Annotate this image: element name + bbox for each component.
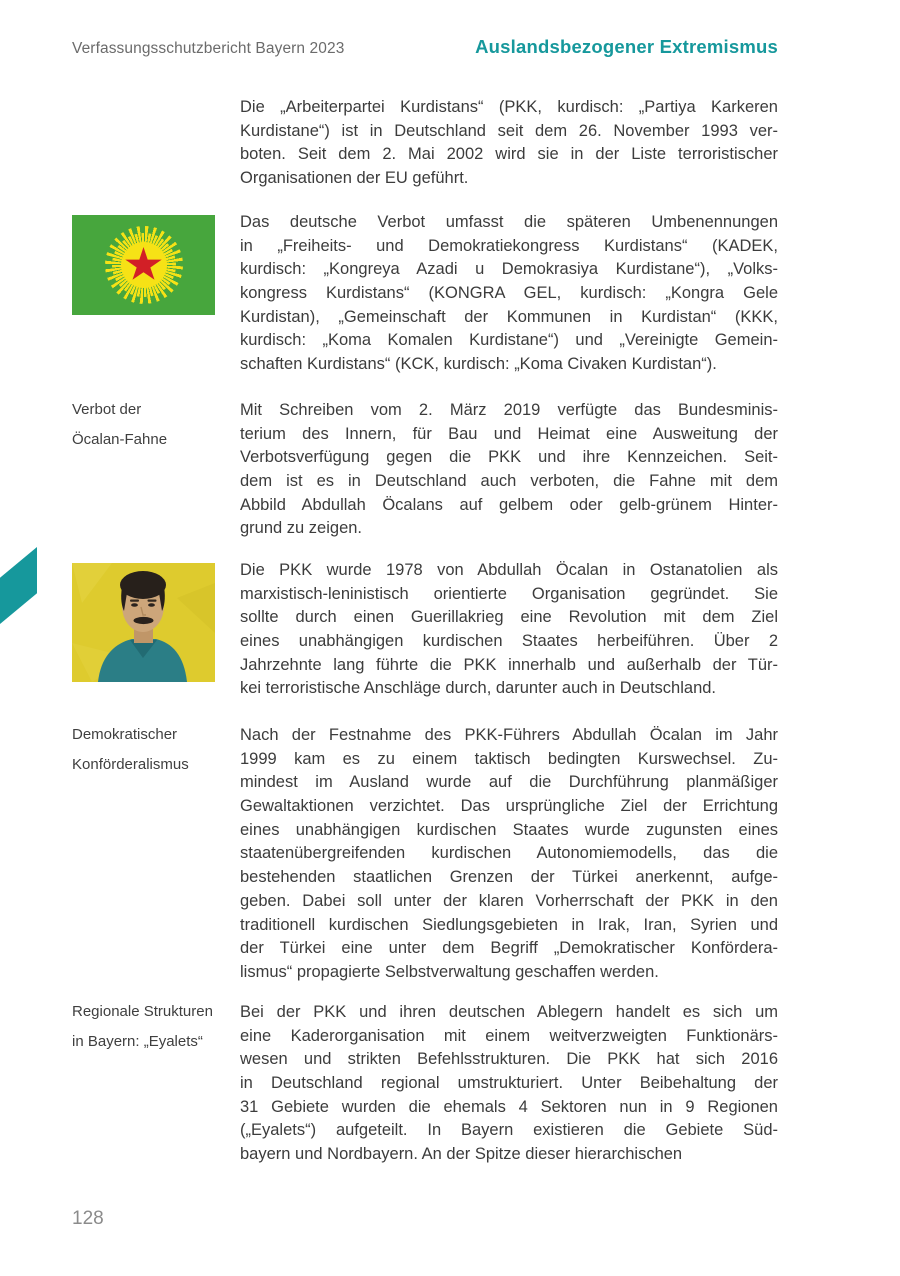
paragraph-line: kongress Kurdistans“ (KONGRA GEL, kurdisch: „Kongra Gele <box>240 284 778 303</box>
body-text-column <box>240 0 778 1276</box>
margin-note-line: in Bayern: „Eyalets“ <box>72 1033 203 1050</box>
portrait-drawing <box>72 563 215 682</box>
paragraph-line: boten. Seit dem 2. Mai 2002 wird sie in der Liste terroristischer <box>240 145 778 164</box>
paragraph-line: wesen und strikten Befehlsstrukturen. Die PKK hat sich 2016 <box>240 1050 778 1069</box>
paragraph-line: Gewaltaktionen verzichtet. Das ursprüngliche Ziel der Errichtung <box>240 797 778 816</box>
paragraph-line: Das deutsche Verbot umfasst die späteren Umbenennungen <box>240 213 778 231</box>
margin-note <box>72 997 232 1057</box>
paragraph-line: eine Kaderorganisation mit einem weitverzweigten Funktionärs- <box>240 1026 778 1045</box>
paragraph-line: terium des Innern, für Bau und Heimat eine Ausweitung der <box>240 424 778 443</box>
margin-note-line: Öcalan-Fahne <box>72 431 168 448</box>
margin-note <box>72 720 232 780</box>
paragraph <box>240 211 778 377</box>
paragraph <box>240 96 778 191</box>
paragraph-line: Kurdistan), „Gemeinschaft der Kommunen in Kurdistan“ (KKK, <box>240 307 778 326</box>
report-title: Verfassungsschutzbericht Bayern 2023 <box>72 40 345 57</box>
paragraph-line: lismus“ propagierte Selbstverwaltung geschaffen werden. <box>240 962 659 981</box>
paragraph-line: Die „Arbeiterpartei Kurdistans“ (PKK, kurdisch: „Partiya Karkeren <box>240 98 778 116</box>
paragraph-line: grund zu zeigen. <box>240 519 363 538</box>
paragraph-line: 1999 kam es zu einem taktisch bedingten Kurswechsel. Zu- <box>240 749 778 768</box>
margin-note-line: Regionale Strukturen <box>72 1003 213 1020</box>
paragraph-line: Kurdistane“) ist in Deutschland seit dem 26. November 1993 ver- <box>240 121 778 140</box>
paragraph-line: staatenübergreifenden kurdischen Autonomiemodells, das die <box>240 844 778 863</box>
paragraph-line: Die PKK wurde 1978 von Abdullah Öcalan in Ostanatolien als <box>240 561 778 579</box>
paragraph <box>240 559 778 701</box>
paragraph-line: Organisationen der EU geführt. <box>240 169 469 188</box>
kck-flag-image <box>72 215 215 315</box>
paragraph-line: kei terroristische Anschläge durch, darunter auch in Deutschland. <box>240 679 717 698</box>
paragraph <box>240 1001 778 1167</box>
paragraph-line: kurdisch: „Koma Komalen Kurdistane“) und „Vereinigte Gemein- <box>240 331 778 350</box>
paragraph-line: eines unabhängigen kurdischen Staates herbeiführen. Über 2 <box>240 632 778 651</box>
paragraph-line: in Deutschland regional umstrukturiert. Unter Beibehaltung der <box>240 1074 778 1093</box>
paragraph-line: mindest im Ausland wurde auf die Durchführung planmäßiger <box>240 773 778 792</box>
paragraph-line: schaften Kurdistans“ (KCK, kurdisch: „Koma Civaken Kurdistan“). <box>240 355 717 374</box>
paragraph-line: marxistisch-leninistisch orientierte Organisation gegründet. Sie <box>240 584 778 603</box>
paragraph-line: bayern und Nordbayern. An der Spitze dieser hierarchischen <box>240 1145 683 1164</box>
paragraph-line: („Eyalets“) aufgeteilt. In Bayern existieren die Gebiete Süd- <box>240 1121 778 1140</box>
margin-note <box>72 395 232 455</box>
paragraph-line: der Türkei eine unter dem Begriff „Demokratischer Konfördera- <box>240 939 778 958</box>
paragraph-line: Jahrzehnte lang führte die PKK innerhalb und außerhalb der Tür- <box>240 655 778 674</box>
paragraph-line: bestehenden staatlichen Grenzen der Türkei anerkennt, aufge- <box>240 868 778 887</box>
margin-note-line: Verbot der <box>72 401 142 418</box>
margin-note-line: Konförderalismus <box>72 756 189 773</box>
section-title: Auslandsbezogener Extremismus <box>475 36 778 57</box>
oecalan-portrait-image <box>72 563 215 682</box>
page-number: 128 <box>72 1208 104 1229</box>
teal-accent-parallelogram <box>0 547 37 624</box>
paragraph-line: Mit Schreiben vom 2. März 2019 verfügte das Bundesminis- <box>240 401 778 419</box>
paragraph-line: 31 Gebiete wurden die ehemals 4 Sektoren nun in 9 Regionen <box>240 1097 778 1116</box>
paragraph-line: sollte durch einen Guerillakrieg eine Revolution mit dem Ziel <box>240 608 778 627</box>
paragraph-line: Nach der Festnahme des PKK-Führers Abdullah Öcalan im Jahr <box>240 726 778 744</box>
paragraph-line: Bei der PKK und ihren deutschen Ablegern handelt es sich um <box>240 1003 778 1021</box>
paragraph-line: eines unabhängigen kurdischen Staates wurde zugunsten eines <box>240 820 778 839</box>
paragraph-line: Verbotsverfügung gegen die PKK und ihre Kennzeichen. Seit- <box>240 448 778 467</box>
paragraph <box>240 724 778 985</box>
paragraph-line: Abbild Abdullah Öcalans auf gelbem oder gelb-grünem Hinter- <box>240 495 778 514</box>
paragraph-line: kurdisch: „Kongreya Azadi u Demokrasiya Kurdistane“), „Volks- <box>240 260 778 279</box>
paragraph-line: geben. Dabei soll unter der klaren Vorherrschaft der PKK in den <box>240 891 778 910</box>
paragraph <box>240 399 778 541</box>
paragraph-line: in „Freiheits- und Demokratiekongress Kurdistans“ (KADEK, <box>240 236 778 255</box>
paragraph-line: dem ist es in Deutschland auch verboten, die Fahne mit dem <box>240 472 778 491</box>
paragraph-line: traditionell kurdischen Siedlungsgebieten in Irak, Iran, Syrien und <box>240 915 778 934</box>
margin-note-line: Demokratischer <box>72 726 178 743</box>
